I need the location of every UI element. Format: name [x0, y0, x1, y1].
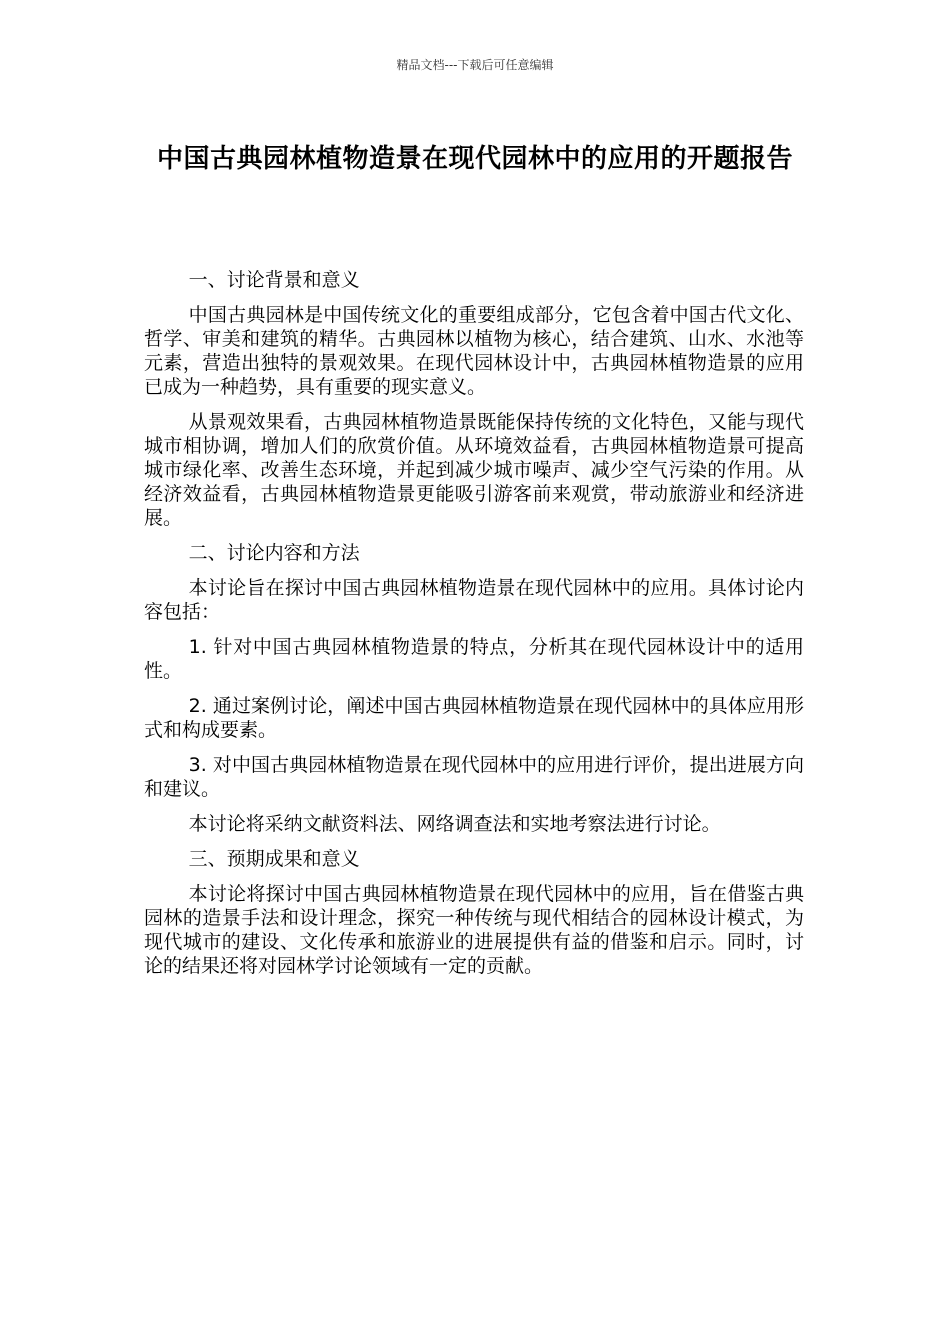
- list-item-2: 2. 通过案例讨论，阐述中国古典园林植物造景在现代园林中的具体应用形式和构成要素。: [144, 695, 804, 741]
- paragraph-content-intro: 本讨论旨在探讨中国古典园林植物造景在现代园林中的应用。具体讨论内容包括：: [144, 577, 804, 623]
- section-heading-content-method: 二、讨论内容和方法: [188, 542, 360, 564]
- document-title: 中国古典园林植物造景在现代园林中的应用的开题报告: [156, 144, 793, 174]
- section-heading-background: 一、讨论背景和意义: [188, 269, 360, 291]
- section-heading-expected-results: 三、预期成果和意义: [188, 848, 360, 870]
- paragraph-background-2: 从景观效果看，古典园林植物造景既能保持传统的文化特色，又能与现代城市相协调，增加人们的欣赏价值。从环境效益看，古典园林植物造景可提高城市绿化率、改善生态环境，并起到减少城市噪声、减少空气污染的作用。从经济效益看，古典园林植物造景更能吸引游客前来观赏，带动旅游业和经济进展。: [144, 411, 804, 529]
- document-body: [144, 268, 804, 989]
- list-item-1: 1. 针对中国古典园林植物造景的特点，分析其在现代园林设计中的适用性。: [144, 636, 804, 682]
- page-header: 精品文档---下载后可任意编辑: [396, 58, 554, 72]
- list-item-3: 3. 对中国古典园林植物造景在现代园林中的应用进行评价，提出进展方向和建议。: [144, 754, 804, 800]
- paragraph-background-1: 中国古典园林是中国传统文化的重要组成部分，它包含着中国古代文化、哲学、审美和建筑的精华。古典园林以植物为核心，结合建筑、山水、水池等元素，营造出独特的景观效果。在现代园林设计中，古典园林植物造景的应用已成为一种趋势，具有重要的现实意义。: [144, 304, 804, 398]
- paragraph-methods: 本讨论将采纳文献资料法、网络调查法和实地考察法进行讨论。: [188, 813, 721, 835]
- paragraph-expected-results: 本讨论将探讨中国古典园林植物造景在现代园林中的应用，旨在借鉴古典园林的造景手法和设计理念，探究一种传统与现代相结合的园林设计模式，为现代城市的建设、文化传承和旅游业的进展提供有益的借鉴和启示。同时，讨论的结果还将对园林学讨论领域有一定的贡献。: [144, 883, 804, 977]
